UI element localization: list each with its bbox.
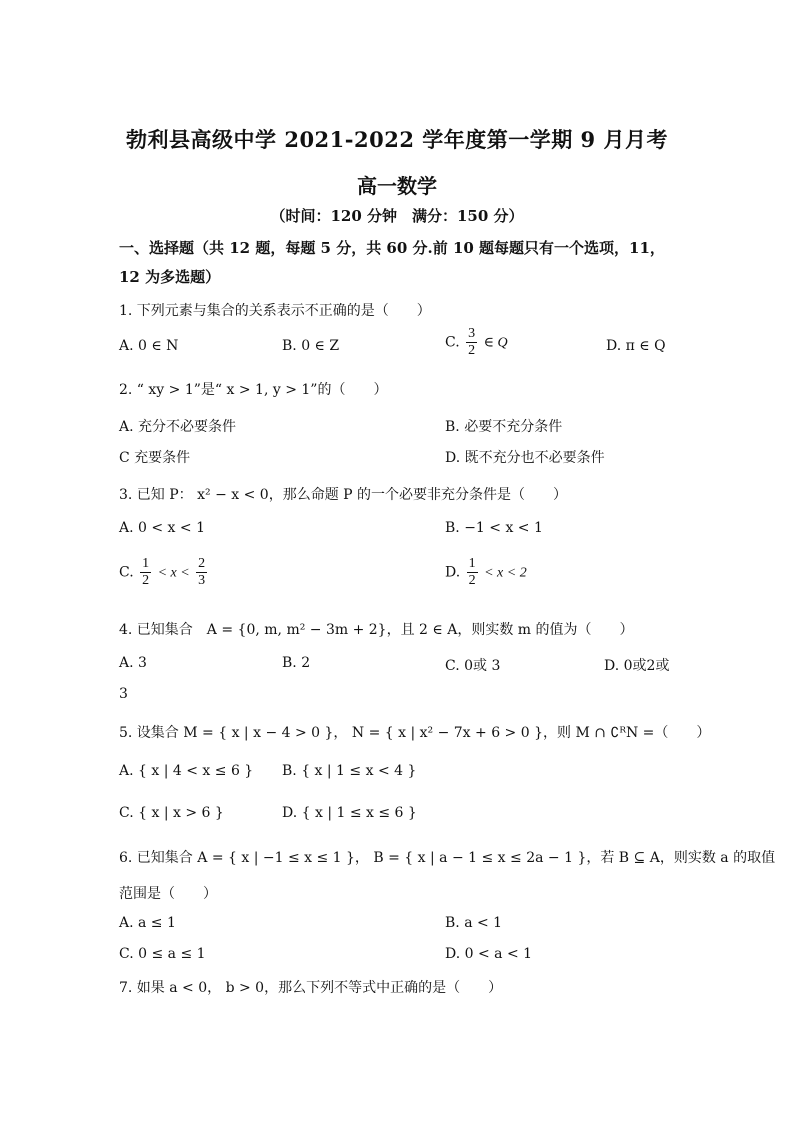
fraction: [196, 556, 207, 589]
question-6-option-a: A. a ≤ 1: [119, 915, 176, 931]
fraction-numerator: 3: [468, 326, 476, 341]
fraction-denominator: 2: [142, 573, 150, 588]
question-7-stem: 7. 如果 a < 0， b > 0，那么下列不等式中正确的是（ ）: [119, 980, 503, 996]
exam-subject: 高一数学: [357, 174, 437, 198]
question-6-option-b: B. a < 1: [445, 915, 503, 931]
exam-title: 勃利县高级中学 2021-2022 学年度第一学期 9 月月考: [126, 127, 668, 152]
question-1-stem: 1. 下列元素与集合的关系表示不正确的是（ ）: [119, 303, 431, 319]
question-2-option-b: B. 必要不充分条件: [445, 419, 563, 435]
question-3-option-a: A. 0 < x < 1: [119, 520, 205, 536]
question-4-stem: 4. 已知集合 A = {0, m, m² − 3m + 2}，且 2 ∈ A，则实数 m 的值为（ ）: [119, 622, 634, 638]
question-4-option-d: D. 0或2或: [604, 658, 670, 674]
question-4-option-b: B. 2: [282, 655, 311, 671]
question-2-stem: 2. “ xy > 1”是“ x > 1, y > 1”的（ ）: [119, 382, 388, 398]
question-6-option-d: D. 0 < a < 1: [445, 946, 533, 962]
question-5-option-c: C. { x | x > 6 }: [119, 805, 224, 821]
question-4-option-a: A. 3: [119, 655, 147, 671]
question-3-option-d: [445, 556, 527, 589]
fraction: [466, 326, 477, 359]
question-2-option-a: A. 充分不必要条件: [119, 419, 237, 435]
fraction: [467, 556, 478, 589]
question-1-option-b: B. 0 ∈ Z: [282, 338, 340, 354]
question-6-stem-continued: 范围是（ ）: [119, 886, 217, 902]
fraction-numerator: 1: [468, 556, 476, 571]
fraction: [140, 556, 151, 589]
question-5-option-d: D. { x | 1 ≤ x ≤ 6 }: [282, 805, 417, 821]
question-1-option-c-expr: ∈ Q: [483, 335, 508, 351]
question-4-option-d-continued: 3: [119, 686, 128, 702]
question-3-option-d-label: D.: [445, 564, 461, 581]
fraction-denominator: 3: [198, 573, 206, 588]
question-5-option-b: B. { x | 1 ≤ x < 4 }: [282, 763, 417, 779]
question-3-stem: 3. 已知 P： x² − x < 0，那么命题 P 的一个必要非充分条件是（ ）: [119, 487, 568, 503]
question-2-option-d: D. 既不充分也不必要条件: [445, 450, 605, 466]
question-1-option-d: D. π ∈ Q: [606, 338, 666, 354]
fraction-denominator: 2: [468, 573, 476, 588]
fraction-numerator: 2: [198, 556, 206, 571]
question-2-option-c: C 充要条件: [119, 450, 191, 466]
question-3-option-c-label: C.: [119, 564, 134, 581]
fraction-numerator: 1: [142, 556, 150, 571]
question-1-option-a: A. 0 ∈ N: [119, 338, 179, 354]
question-5-stem: 5. 设集合 M = { x | x − 4 > 0 }， N = { x | x² − 7x + 6 > 0 }，则 M ∩ ∁ᴿN =（ ）: [119, 725, 711, 741]
question-3-option-c: [119, 556, 209, 589]
question-1-option-c: [445, 326, 508, 359]
question-6-option-c: C. 0 ≤ a ≤ 1: [119, 946, 206, 962]
question-6-stem: 6. 已知集合 A = { x | −1 ≤ x ≤ 1 }， B = { x | a − 1 ≤ x ≤ 2a − 1 }，若 B ⊆ A，则实数 a 的取值: [119, 850, 776, 866]
fraction-denominator: 2: [468, 343, 476, 358]
exam-info: （时间：120 分钟 满分：150 分）: [270, 207, 524, 225]
question-3-option-b: B. −1 < x < 1: [445, 520, 543, 536]
section-heading: 一、选择题（共 12 题，每题 5 分，共 60 分.前 10 题每题只有一个选项，11，12 为多选题）: [119, 239, 665, 286]
question-5-option-a: A. { x | 4 < x ≤ 6 }: [119, 763, 254, 779]
question-3-option-d-expr: < x < 2: [484, 565, 527, 581]
question-4-option-c: C. 0或 3: [445, 658, 501, 674]
question-3-option-c-expr: < x <: [157, 565, 190, 581]
question-1-option-c-label: C.: [445, 334, 460, 351]
